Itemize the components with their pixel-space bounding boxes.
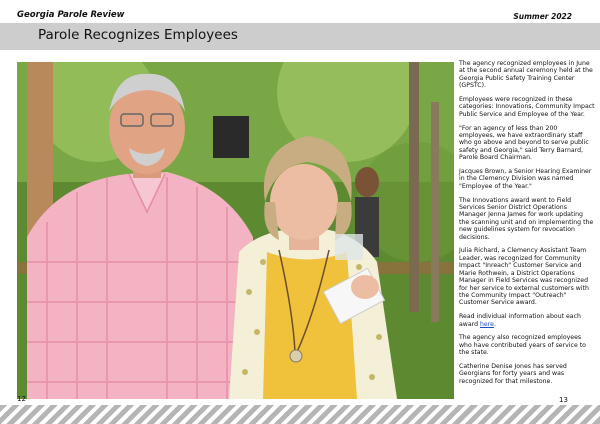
article-paragraph: The agency recognized employees in June at the second annual ceremony held at the Georgia Public Safety Training Center (GPSTC). <box>459 60 593 90</box>
article-paragraph: The Innovations award went to Field Services Senior District Operations Manager Jenna James for work updating the scanning unit and on implementing the new guidelines system for revocation decisions. <box>459 196 594 241</box>
issue-label: Summer 2022 <box>513 12 572 21</box>
article-paragraph: "For an agency of less than 200 employees, we have extraordinary staff who go above and beyond to serve public safety and Georgia," said Terry Barnard, Parole Board Chairman. <box>459 124 589 162</box>
article-paragraph: Julia Richard, a Clemency Assistant Team Leader, was recognized for Community Impact "Inreach" Customer Service and Marie Rothwein, a District Operations Manager in Field Services was recognized for her service to external customers with the Community Impact "Outreach" Customer Service award. <box>459 247 589 307</box>
read-more-paragraph <box>459 313 595 328</box>
article-text <box>459 60 595 392</box>
page-number-right: 13 <box>559 396 568 404</box>
article-paragraph: Catherine Denise Jones has served Georgians for forty years and was recognized for that milestone. <box>459 362 567 385</box>
photo-illustration <box>17 62 454 399</box>
read-more-text: Read individual information about each award <box>459 313 581 328</box>
read-more-end: . <box>493 320 496 328</box>
page-number-left: 12 <box>17 395 26 403</box>
page-title: Parole Recognizes Employees <box>38 27 238 43</box>
here-link[interactable]: here <box>479 320 494 328</box>
article-paragraph: Jacques Brown, a Senior Hearing Examiner in the Clemency Division was named "Employee of the Year." <box>459 168 592 190</box>
title-banner <box>0 23 600 50</box>
publication-title: Georgia Parole Review <box>17 10 125 20</box>
footer-stripes <box>0 405 600 424</box>
employees-photo <box>17 62 454 399</box>
article-paragraph: The agency also recognized employees who have contributed years of service to the state. <box>459 334 586 357</box>
article-paragraph: Employees were recognized in these categories: Innovations, Community Impact Public Service and Employee of the Year. <box>459 96 595 118</box>
